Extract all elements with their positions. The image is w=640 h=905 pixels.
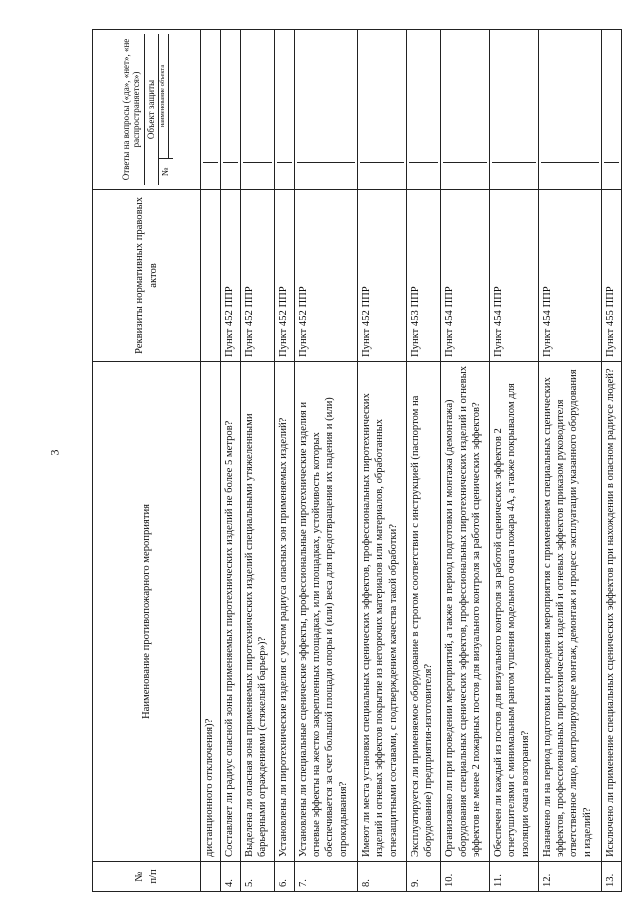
row-question: Обеспечен ли каждый из постов для визуального контроля за работой сценических эффектов 2 огнетушителями с минимальным рангом тушения модельного очага пожара 4А, а также покрывалом для изоляции очага возгорания? bbox=[490, 362, 539, 862]
row-answer[interactable] bbox=[441, 30, 490, 190]
row-answer[interactable] bbox=[240, 30, 274, 190]
table-row bbox=[441, 30, 490, 892]
answer-object-no[interactable] bbox=[604, 162, 619, 185]
answer-object-no[interactable] bbox=[409, 162, 438, 185]
answer-object-no[interactable] bbox=[443, 162, 487, 185]
row-question: Назначено ли на период подготовки и проведения мероприятия с применением специальных сценических эффектов, профессиональных пиротехнических изделий и огневых эффектов приказом руководителя ответственное лицо, контролирующее монтаж, демонтаж и процесс эксплуатации указанного оборудования и изделий? bbox=[538, 362, 601, 862]
row-number bbox=[201, 862, 221, 892]
answer-object-value[interactable] bbox=[409, 34, 438, 162]
row-reference bbox=[201, 190, 221, 362]
header-row bbox=[93, 30, 201, 892]
page-number: 3 bbox=[47, 449, 62, 456]
answer-object-no[interactable] bbox=[243, 162, 272, 185]
row-question: Имеют ли места установки специальных сценических эффектов, профессиональных пиротехнических изделий и огневых эффектов покрытие из негорючих материалов или материалов, обработанных огнезащитными составами, с подтверждением качества такой обработки? bbox=[358, 362, 407, 862]
row-reference: Пункт 455 ППР bbox=[602, 190, 622, 362]
header-answers-label: Ответы на вопросы («да», «нет», «не распространяется») bbox=[120, 34, 145, 185]
row-reference: Пункт 454 ППР bbox=[490, 190, 539, 362]
row-number: 10. bbox=[441, 862, 490, 892]
answer-object-no[interactable] bbox=[203, 162, 218, 185]
table-row bbox=[220, 30, 240, 892]
answer-object-no[interactable] bbox=[223, 162, 238, 185]
row-reference: Пункт 452 ППР bbox=[220, 190, 240, 362]
answer-object-value[interactable] bbox=[492, 34, 536, 162]
row-number: 5. bbox=[240, 862, 274, 892]
header-answers bbox=[93, 30, 201, 190]
row-number: 6. bbox=[275, 862, 295, 892]
row-reference: Пункт 452 ППР bbox=[358, 190, 407, 362]
answer-object-value[interactable] bbox=[277, 34, 292, 162]
answer-object-value[interactable] bbox=[360, 34, 404, 162]
header-object-no: № bbox=[159, 158, 173, 185]
table-row bbox=[295, 30, 358, 892]
header-question: Наименование противопожарного мероприятия bbox=[93, 362, 201, 862]
row-answer[interactable] bbox=[275, 30, 295, 190]
row-number: 13. bbox=[602, 862, 622, 892]
row-answer[interactable] bbox=[358, 30, 407, 190]
answer-object-value[interactable] bbox=[541, 34, 599, 162]
row-reference: Пункт 453 ППР bbox=[406, 190, 440, 362]
row-question: Установлены ли пиротехнические изделия с учетом радиуса опасных зон применяемых изделий? bbox=[275, 362, 295, 862]
table-row bbox=[358, 30, 407, 892]
row-answer[interactable] bbox=[602, 30, 622, 190]
row-number: 9. bbox=[406, 862, 440, 892]
row-question: Исключено ли применение специальных сценических эффектов при нахождении в опасном радиусе людей? bbox=[602, 362, 622, 862]
table-body bbox=[201, 30, 622, 892]
row-reference: Пункт 454 ППР bbox=[538, 190, 601, 362]
row-number: 12. bbox=[538, 862, 601, 892]
row-reference: Пункт 452 ППР bbox=[275, 190, 295, 362]
table-row bbox=[602, 30, 622, 892]
header-reference: Реквизиты нормативных правовых актов bbox=[93, 190, 201, 362]
answer-object-value[interactable] bbox=[223, 34, 238, 162]
header-object-label: Объект защиты bbox=[145, 34, 160, 185]
answer-object-value[interactable] bbox=[243, 34, 272, 162]
row-number: 8. bbox=[358, 862, 407, 892]
row-question: дистанционного отключения)? bbox=[201, 362, 221, 862]
answer-object-no[interactable] bbox=[492, 162, 536, 185]
row-answer[interactable] bbox=[490, 30, 539, 190]
answer-object-no[interactable] bbox=[297, 162, 355, 185]
row-reference: Пункт 452 ППР bbox=[240, 190, 274, 362]
answer-object-value[interactable] bbox=[297, 34, 355, 162]
row-question: Организовано ли при проведении мероприятий, а также в период подготовки и монтажа (демонтажа) оборудования специальных сценических эффектов, профессиональных пиротехнических изделий и огневых эффектов не менее 2 пожарных постов для визуального контроля за работой сценических эффектов? bbox=[441, 362, 490, 862]
row-question: Выделена ли опасная зона применяемых пиротехнических изделий специальными утяжеленными барьерными ограждениями (стяжелый барьер»)? bbox=[240, 362, 274, 862]
table-row bbox=[538, 30, 601, 892]
row-number: 11. bbox=[490, 862, 539, 892]
answer-object-value[interactable] bbox=[443, 34, 487, 162]
row-answer[interactable] bbox=[201, 30, 221, 190]
row-answer[interactable] bbox=[295, 30, 358, 190]
row-answer[interactable] bbox=[220, 30, 240, 190]
row-answer[interactable] bbox=[538, 30, 601, 190]
row-answer[interactable] bbox=[406, 30, 440, 190]
header-num: № п/п bbox=[93, 862, 201, 892]
answer-object-no[interactable] bbox=[277, 162, 292, 185]
checklist-table bbox=[92, 29, 622, 892]
row-reference: Пункт 452 ППР bbox=[295, 190, 358, 362]
header-object-name: наименование объекта bbox=[159, 34, 168, 158]
answer-object-no[interactable] bbox=[360, 162, 404, 185]
checklist-sheet bbox=[92, 30, 622, 892]
answer-object-no[interactable] bbox=[541, 162, 599, 185]
table-row bbox=[406, 30, 440, 892]
row-number: 7. bbox=[295, 862, 358, 892]
answer-object-value[interactable] bbox=[604, 34, 619, 162]
table-row bbox=[240, 30, 274, 892]
row-number: 4. bbox=[220, 862, 240, 892]
table-row bbox=[201, 30, 221, 892]
table-row bbox=[490, 30, 539, 892]
row-question: Установлены ли специальные сценические эффекты, профессиональные пиротехнические изделия и огневые эффекты на жестко закрепленных площадках, или площадках, устойчивость которых обеспечивается за счет большой площади опоры и (или) веса для предотвращения их падения и (или) опрокидывания? bbox=[295, 362, 358, 862]
answer-object-value[interactable] bbox=[203, 34, 218, 162]
row-question: Составляет ли радиус опасной зоны применяемых пиротехнических изделий не более 5 метров? bbox=[220, 362, 240, 862]
table-row bbox=[275, 30, 295, 892]
row-reference: Пункт 454 ППР bbox=[441, 190, 490, 362]
row-question: Эксплуатируется ли применяемое оборудование в строгом соответствии с инструкцией (паспортом на оборудование) предприятия-изготовителя? bbox=[406, 362, 440, 862]
